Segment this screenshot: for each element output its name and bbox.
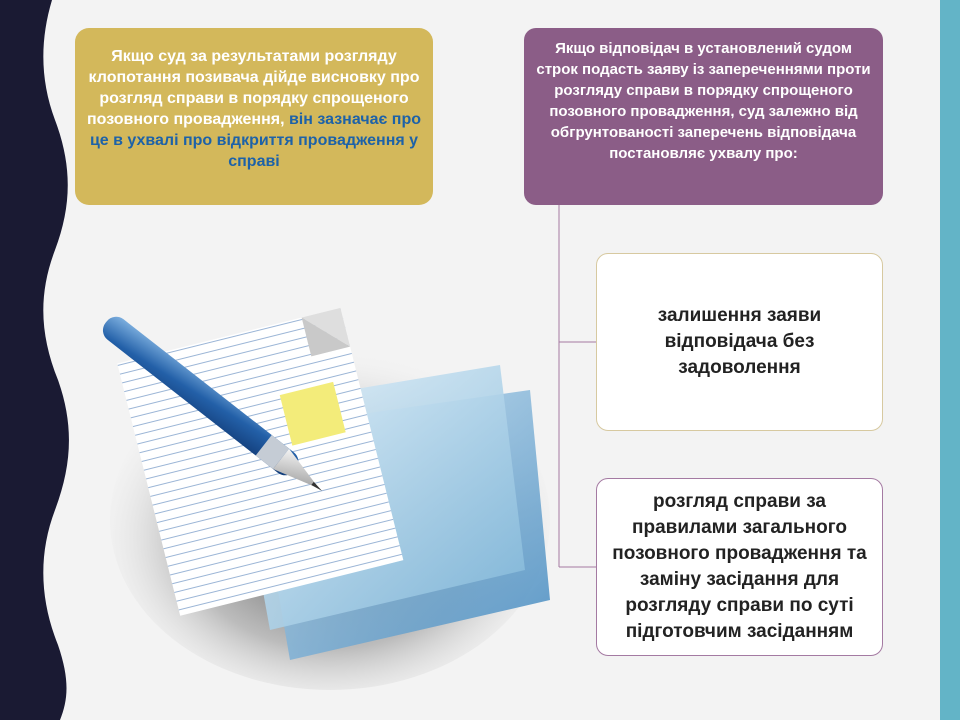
option-leave-without-satisfaction (596, 253, 883, 431)
option-general-procedure (596, 478, 883, 656)
simplified-procedure-highlight: він зазначає про це в ухвалі про відкриття провадження у справі (89, 111, 421, 170)
defendant-objection-box (524, 28, 883, 205)
right-decorative-stripe (940, 0, 960, 720)
option-1-text: залишення заяви відповідача без задоволення (657, 305, 822, 378)
defendant-objection-text: Якщо відповідач в установлений судом строк подасть заяву із запереченнями проти розгляду справи в порядку спрощеного позовного провадження, суд залежно від обгрунтованості заперечень відповідача постановляє ухвалу про: (536, 40, 871, 162)
left-decorative-band (0, 0, 80, 720)
simplified-procedure-box (75, 28, 433, 205)
document-pen-illustration (100, 270, 560, 710)
simplified-procedure-text: Якщо суд за результатами розгляду клопотання позивача дійде висновку про розгляд справи в порядку спрощеного позовного провадження, (86, 48, 420, 128)
option-2-text: розгляд справи за правилами загального позовного провадження та заміну засідання для розгляду справи по суті підготовчим засіданням (612, 491, 867, 642)
